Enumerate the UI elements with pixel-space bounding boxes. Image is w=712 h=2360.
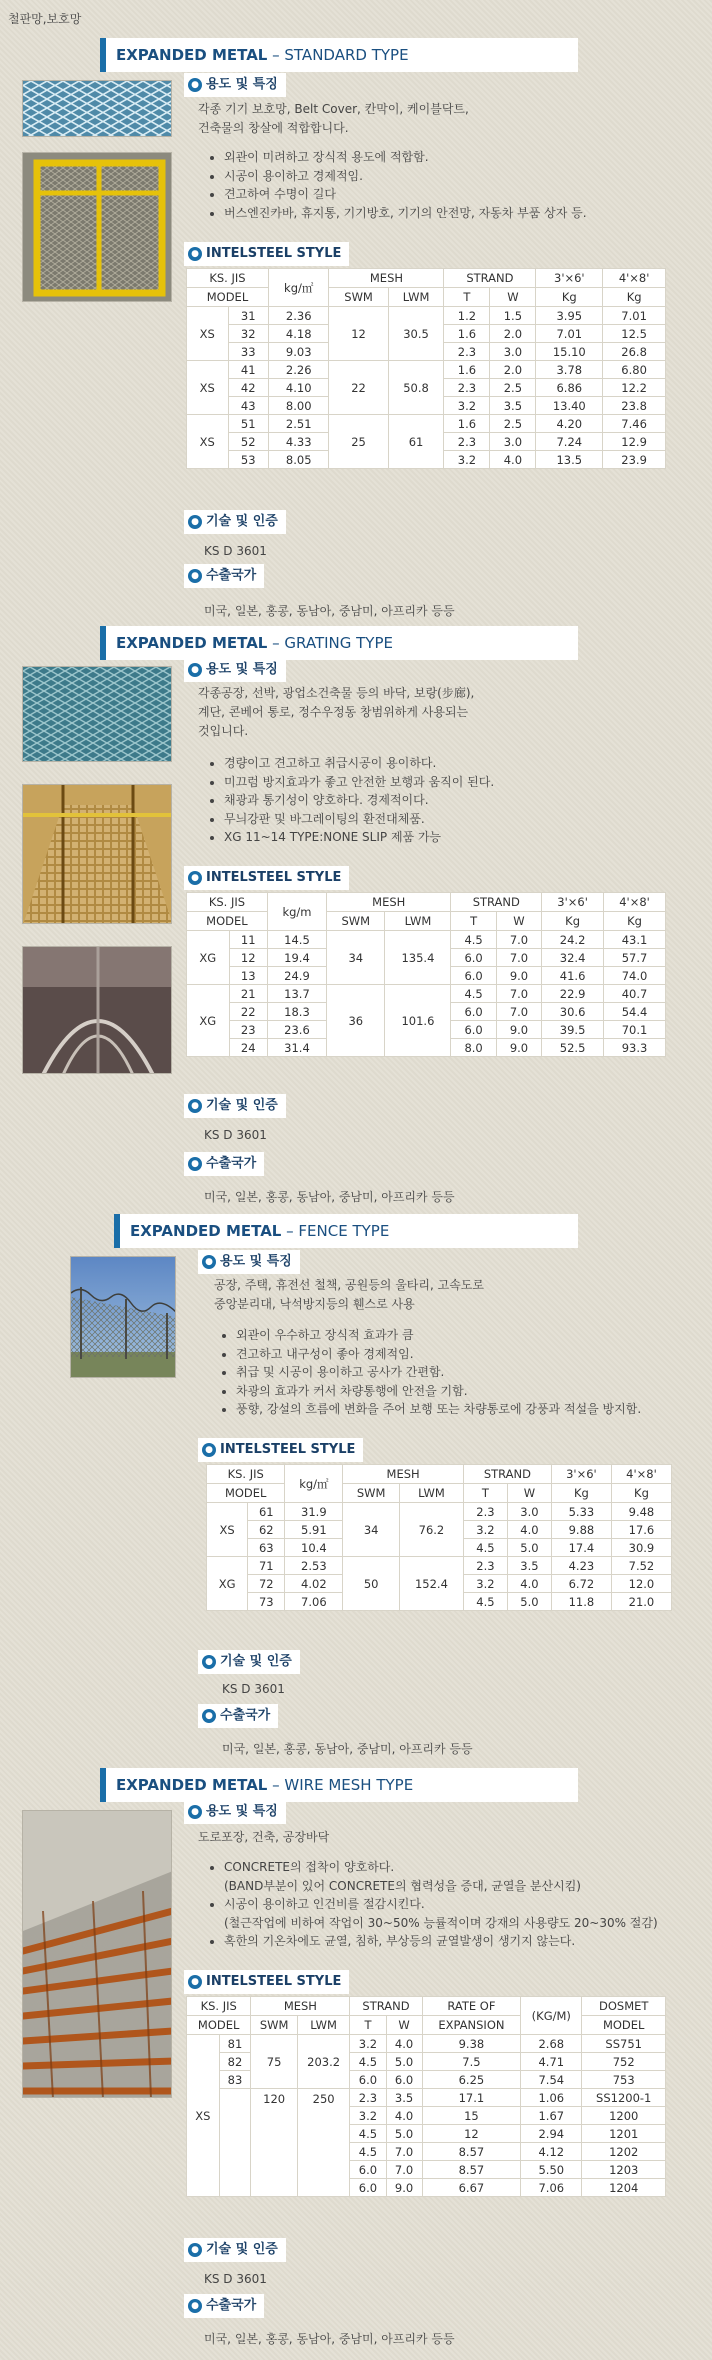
export-value: 미국, 일본, 홍콩, 동남아, 중남미, 아프리카 등등 bbox=[204, 604, 455, 618]
heading-export: ● 수출국가 bbox=[184, 564, 264, 588]
export-value: 미국, 일본, 홍콩, 동남아, 중남미, 아프리카 등등 bbox=[204, 2332, 455, 2346]
cert-value: KS D 3601 bbox=[204, 1128, 267, 1142]
feature-list: • 외관이 미려하고 장식적 용도에 적합함. • 시공이 용이하고 경제적임. • 견고하여 수명이 길다 • 버스엔진카바, 휴지통, 기기방호, 기기의 안전망, 자동차 부품 상자 등. bbox=[210, 148, 587, 222]
spec-table-standard: KS. JIS kg/㎡ MESH STRAND 3'×6' 4'×8' MODEL SWM LWM T W Kg Kg XS 31 2.36 12 30.5 1.2 1.5 3.95 7.01 32 4.18 1.6 2.0 7.01 12.5 33 9.03 2.3 3.0 15.10 26.8 XS 41 2.26 22 50.8 1.6 2.0 3.78 6.80 42 4.10 2.3 2.5 6.86 12.2 43 8.00 3.2 3.5 13.40 23.8 XS 51 2.51 25 61 1.6 2.5 4.20 7.46 52 4.33 2.3 3.0 7.24 12.9 53 8.05 3.2 4.0 13.5 23.9 bbox=[186, 268, 666, 469]
usage-description: 공장, 주택, 휴전선 철책, 공원등의 울타리, 고속도로 중앙분리대, 낙석방지등의 휀스로 사용 bbox=[214, 1278, 484, 1311]
bullet-icon: ● bbox=[188, 871, 202, 885]
usage-description: 도로포장, 건축, 공장바닥 bbox=[198, 1830, 330, 1844]
bullet-icon: ● bbox=[202, 1443, 216, 1457]
usage-description: 각종공장, 선박, 광업소건축물 등의 바닥, 보랑(步廊), 계단, 콘베어 통로, 정수우정동 창범위하게 사용되는 것입니다. bbox=[198, 686, 475, 738]
bullet-icon: ● bbox=[188, 663, 202, 677]
bullet-icon: ● bbox=[188, 1805, 202, 1819]
bullet-icon: ● bbox=[202, 1255, 216, 1269]
heading-intelsteel: ● INTELSTEEL STYLE bbox=[184, 242, 349, 266]
heading-cert: ● 기술 및 인증 bbox=[184, 1094, 286, 1118]
spec-table-fence: KS. JIS kg/㎡ MESH STRAND 3'×6' 4'×8' MODEL SWM LWM T W Kg Kg XS 61 31.9 34 76.2 2.3 3.0 5.33 9.48 62 5.91 3.2 4.0 9.88 17.6 63 10.4 4.5 5.0 17.4 30.9 XG 71 2.53 50 152.4 2.3 3.5 4.23 7.52 72 4.02 3.2 4.0 6.72 12.0 73 7.06 4.5 5.0 11.8 21.0 bbox=[206, 1464, 672, 1611]
heading-intelsteel: ● INTELSTEEL STYLE bbox=[184, 1970, 349, 1994]
feature-list: • 경량이고 견고하고 취급시공이 용이하다. • 미끄럼 방지효과가 좋고 안전한 보행과 움직이 된다. • 채광과 통기성이 양호하다. 경제적이다. • 무늬강판 및 바그레이팅의 환전대체품. • XG 11~14 TYPE:NONE SLIP 제품 가능 bbox=[210, 754, 494, 847]
feature-list: • 외관이 우수하고 장식적 효과가 큼 • 견고하고 내구성이 좋아 경제적임. • 취급 및 시공이 용이하고 공사가 간편함. • 차광의 효과가 커서 차량통행에 안전을 기함. • 풍향, 강설의 흐름에 변화을 주어 보행 또는 차량통로에 강풍과 적설을 방지함. bbox=[222, 1326, 641, 1419]
cert-value: KS D 3601 bbox=[222, 1682, 285, 1696]
cert-value: KS D 3601 bbox=[204, 544, 267, 558]
bullet-icon: ● bbox=[188, 569, 202, 583]
bullet-icon: ● bbox=[188, 2299, 202, 2313]
heading-usage: ● 용도 및 특징 bbox=[184, 73, 286, 97]
heading-cert: ● 기술 및 인증 bbox=[184, 510, 286, 534]
heading-usage: ● 용도 및 특징 bbox=[184, 658, 286, 682]
heading-cert: ● 기술 및 인증 bbox=[198, 1650, 300, 1674]
cert-value: KS D 3601 bbox=[204, 2272, 267, 2286]
usage-description: 각종 기기 보호망, Belt Cover, 칸막이, 케이블닥트, 건축물의 창살에 적합합니다. bbox=[198, 102, 469, 135]
heading-export: ● 수출국가 bbox=[184, 1152, 264, 1176]
product-photo-wire-mesh bbox=[22, 1810, 172, 2098]
bullet-icon: ● bbox=[188, 515, 202, 529]
bullet-icon: ● bbox=[202, 1655, 216, 1669]
bullet-icon: ● bbox=[188, 1157, 202, 1171]
bullet-icon: ● bbox=[188, 1975, 202, 1989]
heading-usage: ● 용도 및 특징 bbox=[184, 1800, 286, 1824]
spec-table-grating: KS. JIS kg/m MESH STRAND 3'×6' 4'×8' MODEL SWM LWM T W Kg Kg XG 11 14.5 34 135.4 4.5 7.0 24.2 43.1 12 19.4 6.0 7.0 32.4 57.7 13 24.9 6.0 9.0 41.6 74.0 XG 21 13.7 36 101.6 4.5 7.0 22.9 40.7 22 18.3 6.0 7.0 30.6 54.4 23 23.6 6.0 9.0 39.5 70.1 24 31.4 8.0 9.0 52.5 93.3 bbox=[186, 892, 666, 1057]
page-title: 철판망,보호망 bbox=[8, 12, 82, 26]
heading-cert: ● 기술 및 인증 bbox=[184, 2238, 286, 2262]
heading-usage: ● 용도 및 특징 bbox=[198, 1250, 300, 1274]
bullet-icon: ● bbox=[202, 1709, 216, 1723]
section-title: EXPANDED METAL – STANDARD TYPE bbox=[100, 38, 578, 72]
heading-export: ● 수출국가 bbox=[184, 2294, 264, 2318]
heading-intelsteel: ● INTELSTEEL STYLE bbox=[198, 1438, 363, 1462]
section-title: EXPANDED METAL – WIRE MESH TYPE bbox=[100, 1768, 578, 1802]
feature-list: • CONCRETE의 접착이 양호하다. (BAND부분이 있어 CONCRETE의 협력성을 증대, 균열을 분산시킴) • 시공이 용이하고 인건비를 절감시킨다. (철근작업에 비하여 작업이 30~50% 능률적이며 강재의 사용량도 20~30% 절감) • 혹한의 기온차에도 균열, 침하, 부상등의 균열발생이 생기지 않는다. bbox=[210, 1858, 658, 1951]
bullet-icon: ● bbox=[188, 2243, 202, 2257]
heading-intelsteel: ● INTELSTEEL STYLE bbox=[184, 866, 349, 890]
section-title: EXPANDED METAL – FENCE TYPE bbox=[114, 1214, 578, 1248]
bullet-icon: ● bbox=[188, 247, 202, 261]
spec-table-wire-mesh: KS. JIS MESH STRAND RATE OF (KG/M) DOSMET MODEL SWM LWM T W EXPANSION MODEL XS 81 75 203.2 3.2 4.0 9.38 2.68 SS751 82 4.5 5.0 7.5 4.71 752 83 6.0 6.0 6.25 7.54 753 120 250 2.3 3.5 17.1 1.06 SS1200-1 3.2 4.0 15 1.67 1200 4.5 5.0 12 2.94 1201 4.5 7.0 8.57 4.12 1202 6.0 7.0 8.57 5.50 1203 6.0 9.0 6.67 7.06 1204 bbox=[186, 1996, 666, 2197]
bullet-icon: ● bbox=[188, 1099, 202, 1113]
section-title: EXPANDED METAL – GRATING TYPE bbox=[100, 626, 578, 660]
bullet-icon: ● bbox=[188, 78, 202, 92]
export-value: 미국, 일본, 홍콩, 동남아, 중남미, 아프리카 등등 bbox=[204, 1190, 455, 1204]
export-value: 미국, 일본, 홍콩, 동남아, 중남미, 아프리카 등등 bbox=[222, 1742, 473, 1756]
heading-export: ● 수출국가 bbox=[198, 1704, 278, 1728]
